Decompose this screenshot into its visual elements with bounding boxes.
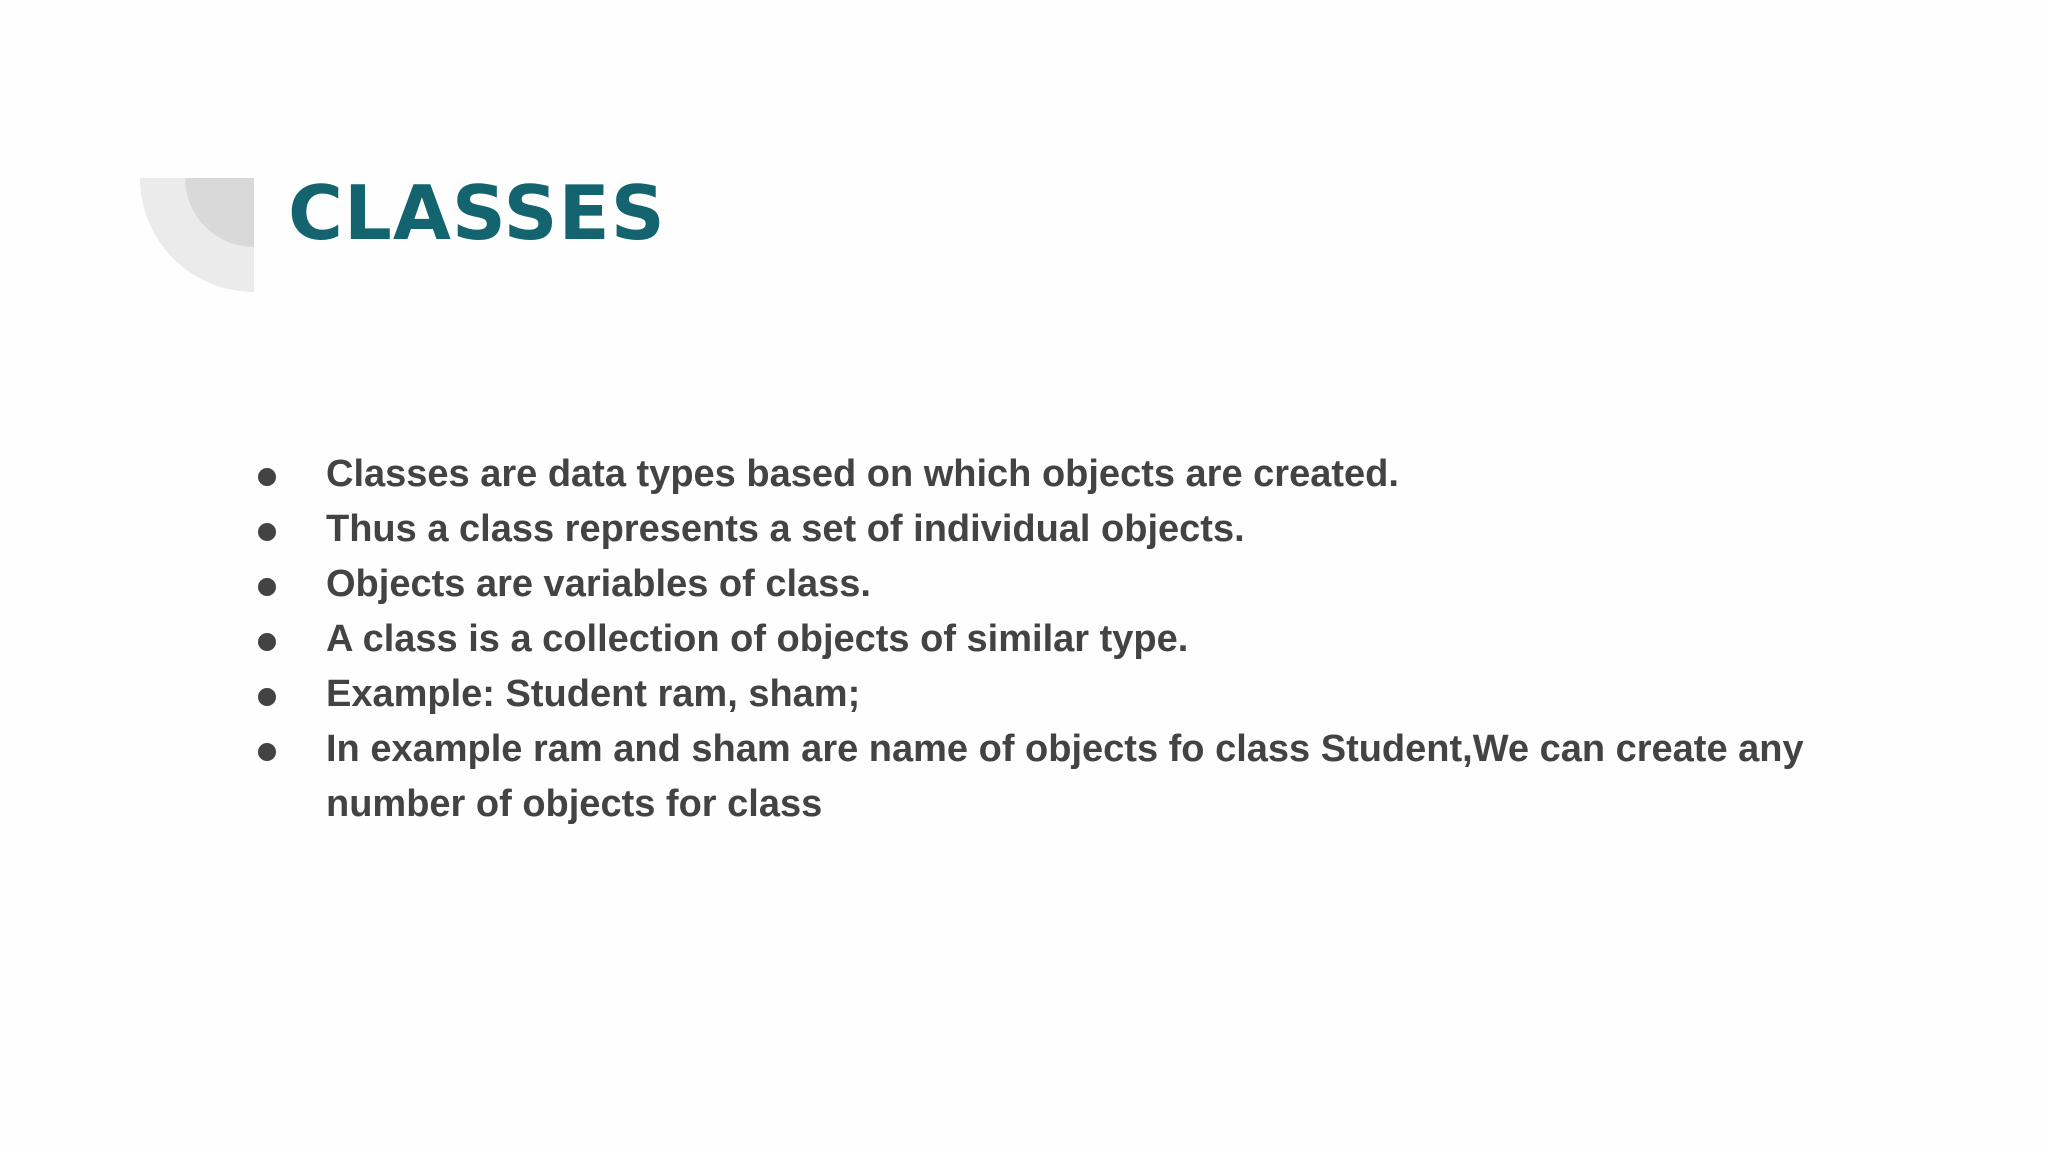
bullet-text: Example: Student ram, sham; <box>326 673 861 715</box>
bullet-item <box>252 722 1902 832</box>
bullet-item <box>252 612 1902 667</box>
bullet-dot-icon <box>258 468 276 486</box>
bullet-item <box>252 502 1902 557</box>
bullet-dot-icon <box>258 743 276 761</box>
bullet-text: Thus a class represents a set of individual objects. <box>326 508 1245 550</box>
bullet-dot-icon <box>258 688 276 706</box>
slide-title: CLASSES <box>288 169 666 257</box>
bullet-item <box>252 447 1902 502</box>
bullet-list <box>252 447 1902 832</box>
bullet-text: In example ram and sham are name of objects fo class Student,We can create any number of objects for class <box>326 728 1804 825</box>
bullet-text: Objects are variables of class. <box>326 563 871 605</box>
bullet-dot-icon <box>258 523 276 541</box>
bullet-text: A class is a collection of objects of similar type. <box>326 618 1189 660</box>
corner-decoration-icon <box>140 178 254 292</box>
bullet-dot-icon <box>258 633 276 651</box>
bullet-dot-icon <box>258 578 276 596</box>
bullet-text: Classes are data types based on which objects are created. <box>326 453 1399 495</box>
bullet-item <box>252 557 1902 612</box>
bullet-item <box>252 667 1902 722</box>
